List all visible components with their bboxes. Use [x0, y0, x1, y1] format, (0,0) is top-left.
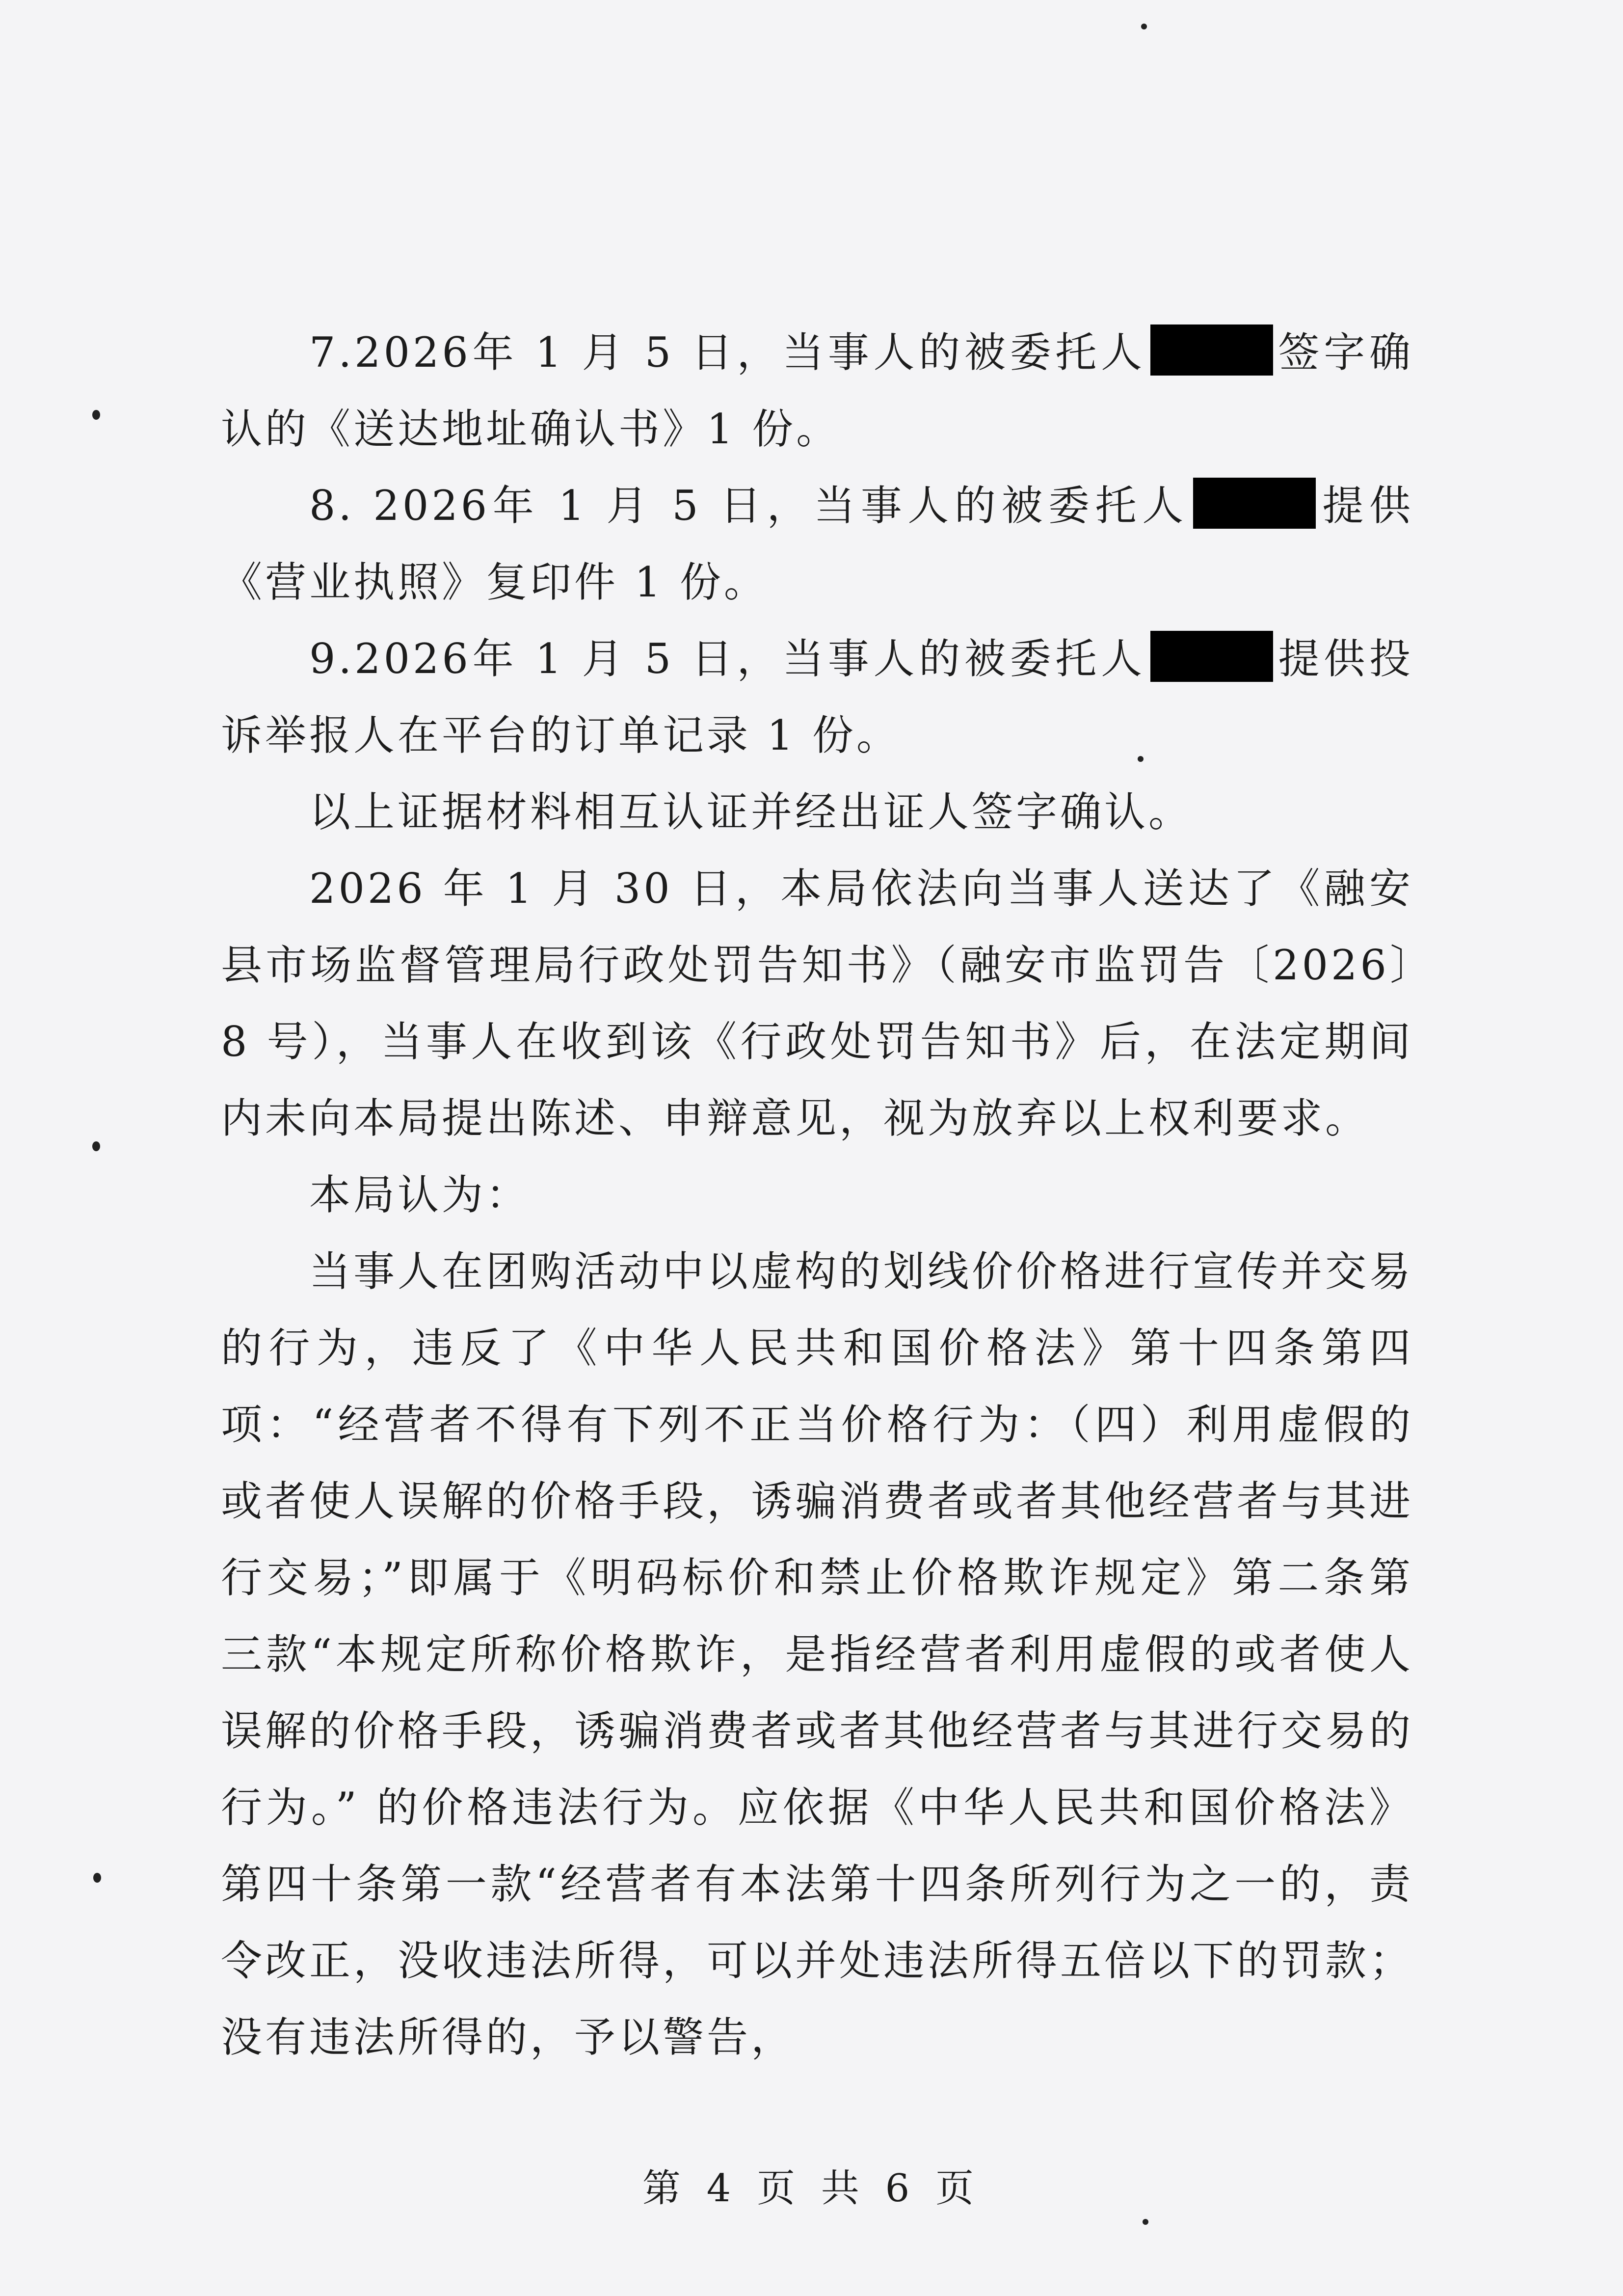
document-body: [221, 314, 1413, 2076]
evidence-item-8-number: 8. 2026: [309, 482, 490, 530]
redacted-name-block: [1150, 631, 1273, 682]
evidence-item-7-text-before: 年 1 月 5 日，当事人的被委托人: [471, 328, 1146, 377]
scan-speck: [93, 1873, 101, 1883]
evidence-item-9-text-before: 年 1 月 5 日，当事人的被委托人: [471, 635, 1146, 683]
scan-speck: [1143, 2219, 1148, 2225]
evidence-item-8-text-before: 年 1 月 5 日，当事人的被委托人: [490, 482, 1189, 530]
evidence-item-7-text-after: 签字确认的《送达地址确认书》1 份。: [221, 328, 1413, 453]
opinion-heading: 本局认为：: [309, 1171, 531, 1219]
opinion-paragraph: 当事人在团购活动中以虚构的划线价价格进行宣传并交易的行为，违反了《中华人民共和国价格法》第十四条第四项：“经营者不得有下列不正当价格行为：（四）利用虚假的或者使人误解的价格手段，诱骗消费者或者其他经营者与其进行交易；”即属于《明码标价和禁止价格欺诈规定》第二条第三款“本规定所称价格欺诈，是指经营者利用虚假的或者使人误解的价格手段，诱骗消费者或者其他经营者与其进行交易的行为。” 的价格违法行为。应依据《中华人民共和国价格法》第四十条第一款“经营者有本法第十四条所列行为之一的，责令改正，没收违法所得，可以并处违法所得五倍以下的罚款；没有违法所得的，予以警告，: [221, 1247, 1414, 2061]
redacted-name-block: [1193, 478, 1316, 529]
scan-speck: [1141, 24, 1147, 29]
scan-speck: [92, 1141, 100, 1151]
evidence-confirmation-paragraph: 以上证据材料相互认证并经出证人签字确认。: [309, 788, 1193, 836]
evidence-item-8: [221, 467, 1413, 621]
evidence-item-7: [221, 314, 1413, 467]
scan-speck: [92, 410, 100, 420]
evidence-item-8-text-after: 提供《营业执照》复印件 1 份。: [221, 482, 1413, 606]
evidence-item-9: [221, 621, 1413, 774]
penalty-notice-paragraph: 2026 年 1 月 30 日，本局依法向当事人送达了《融安县市场监督管理局行政处罚告知书》（融安市监罚告〔2026〕8 号），当事人在收到该《行政处罚告知书》后，在法定期间内未向本局提出陈述、申辩意见，视为放弃以上权利要求。: [221, 864, 1413, 1142]
page-number-footer: 第 4 页 共 6 页: [642, 2166, 981, 2211]
redacted-name-block: [1150, 324, 1273, 376]
scan-speck: [1138, 756, 1144, 762]
evidence-item-9-number: 9.2026: [309, 635, 471, 683]
evidence-item-7-number: 7.2026: [309, 328, 471, 377]
evidence-item-9-text-after: 提供投诉举报人在平台的订单记录 1 份。: [221, 635, 1413, 759]
